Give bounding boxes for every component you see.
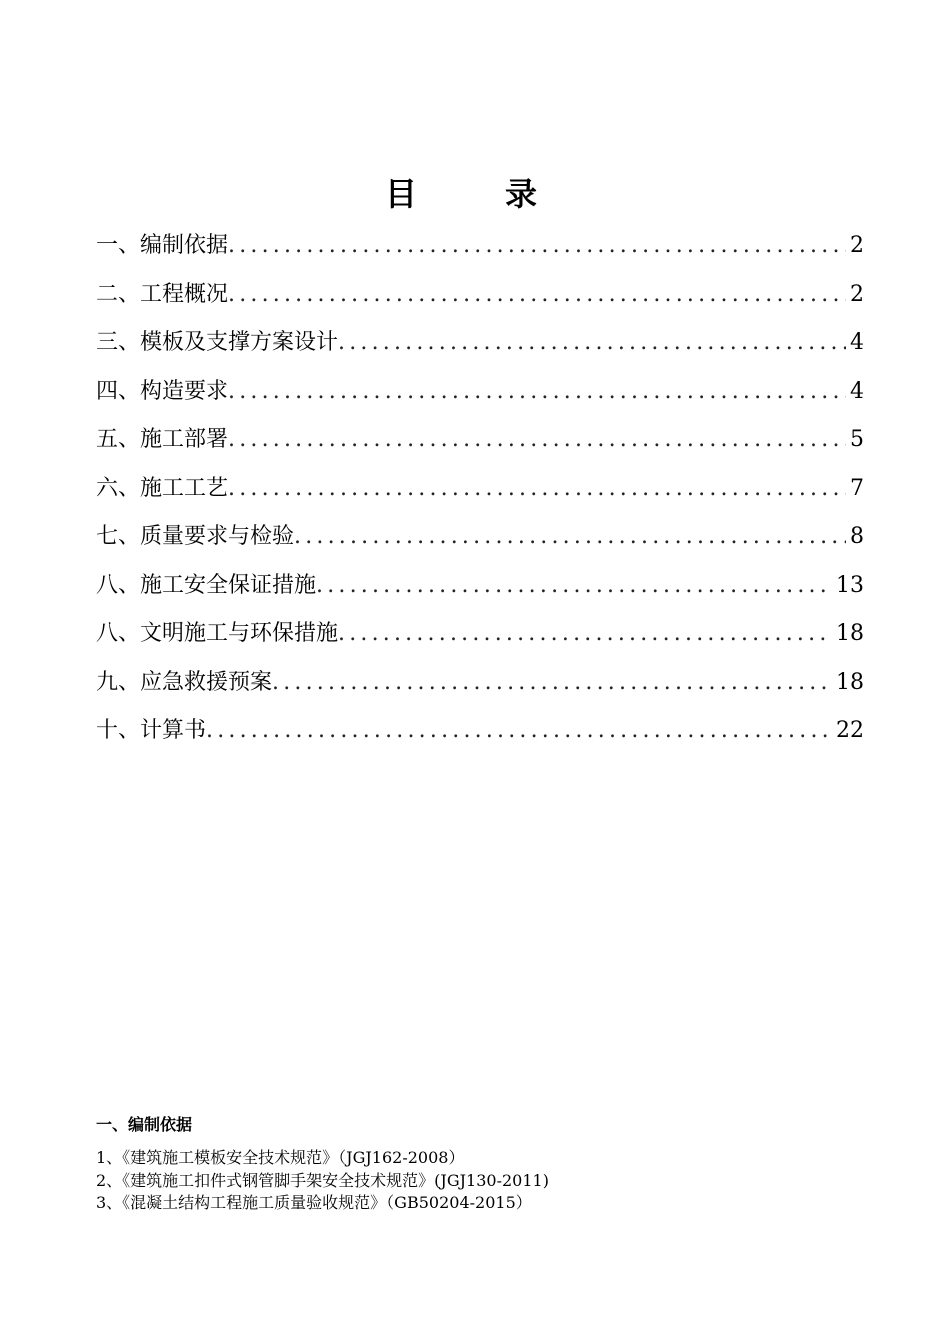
toc-entry-page: 18 — [836, 621, 864, 646]
toc-entry-page: 18 — [836, 669, 864, 695]
toc-dot-leader — [206, 707, 832, 756]
toc-dot-leader — [228, 271, 846, 320]
toc-dot-leader — [316, 562, 832, 611]
toc-dot-leader — [294, 513, 846, 562]
toc-entry-label: 八、文明施工与环保措施 — [96, 621, 339, 646]
toc-entry-label: 五、施工部署 — [96, 427, 229, 452]
toc-entry[interactable] — [96, 513, 864, 562]
toc-list — [96, 222, 864, 756]
toc-dot-leader — [228, 416, 846, 465]
toc-entry[interactable] — [96, 610, 864, 659]
toc-entry-label: 一、编制依据 — [96, 233, 229, 258]
toc-entry-page: 2 — [850, 281, 864, 307]
toc-entry-page: 5 — [850, 427, 864, 452]
toc-entry[interactable] — [96, 707, 864, 756]
toc-entry[interactable] — [96, 562, 864, 611]
toc-entry-label: 九、应急救援预案 — [96, 669, 273, 695]
toc-entry-label: 三、模板及支撑方案设计 — [96, 330, 339, 355]
toc-entry-page: 4 — [850, 378, 864, 404]
reference-item: 1、《建筑施工模板安全技术规范》（JGJ162-2008） — [96, 1148, 465, 1167]
section-heading: 一、编制依据 — [96, 1115, 193, 1134]
reference-list — [96, 1147, 856, 1215]
toc-entry-label: 六、施工工艺 — [96, 475, 229, 501]
toc-entry-label: 七、质量要求与检验 — [96, 524, 295, 549]
toc-entry-page: 4 — [850, 330, 864, 355]
toc-entry[interactable] — [96, 368, 864, 417]
toc-dot-leader — [228, 465, 846, 514]
toc-dot-leader — [338, 610, 832, 659]
toc-dot-leader — [228, 368, 846, 417]
toc-entry[interactable] — [96, 465, 864, 514]
toc-entry-page: 22 — [836, 718, 864, 743]
toc-entry[interactable] — [96, 222, 864, 271]
toc-entry-label: 二、工程概况 — [96, 281, 229, 307]
reference-item: 3、《混凝土结构工程施工质量验收规范》（GB50204-2015） — [96, 1193, 532, 1212]
toc-dot-leader — [338, 319, 846, 368]
reference-item: 2、《建筑施工扣件式钢管脚手架安全技术规范》(JGJ130-2011) — [96, 1170, 549, 1190]
toc-dot-leader — [272, 659, 832, 708]
toc-entry-label: 十、计算书 — [96, 718, 207, 743]
toc-entry[interactable] — [96, 271, 864, 320]
toc-entry-page: 8 — [850, 524, 864, 549]
toc-entry[interactable] — [96, 416, 864, 465]
toc-entry[interactable] — [96, 319, 864, 368]
toc-entry-page: 2 — [850, 233, 864, 258]
toc-entry-label: 八、施工安全保证措施 — [96, 572, 317, 598]
toc-entry-label: 四、构造要求 — [96, 378, 229, 404]
toc-dot-leader — [228, 222, 846, 271]
toc-entry[interactable] — [96, 659, 864, 708]
toc-entry-page: 7 — [850, 475, 864, 501]
toc-title: 目 录 — [384, 175, 565, 213]
toc-entry-page: 13 — [836, 572, 864, 598]
